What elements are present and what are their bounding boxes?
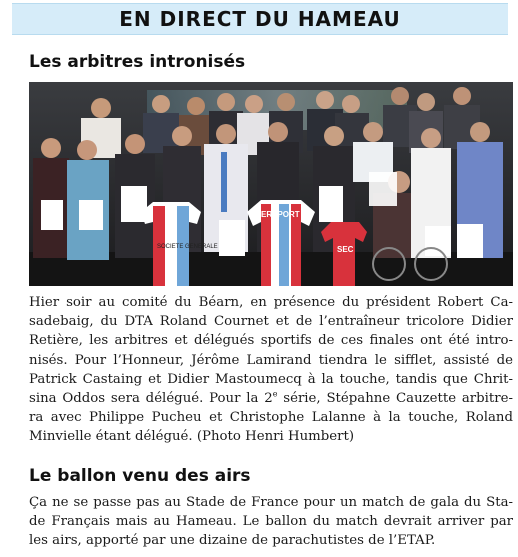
text-line: ra avec Philippe Pucheu et Christophe Lalanne à la touche, Roland xyxy=(29,410,513,426)
text-line: sadebaig, du DTA Roland Cournet et de l’entraîneur tricolore Didier xyxy=(29,314,513,330)
text-line: Hier soir au comité du Béarn, en présence du président Robert Ca- xyxy=(29,295,513,310)
text-line: de Français mais au Hameau. Le ballon du match devrait arriver par xyxy=(29,514,513,530)
jersey-sponsor-label: SEC xyxy=(337,245,354,254)
group-photo xyxy=(29,82,513,286)
text-fragment: sina Oddos sera délégué. Pour la 2 xyxy=(29,391,273,407)
superscript: e xyxy=(272,389,278,399)
text-line: Minvielle étant délégué. (Photo Henri Humbert) xyxy=(29,429,355,445)
text-line: Ça ne se passe pas au Stade de France pour un match de gala du Sta- xyxy=(29,495,513,510)
section-banner xyxy=(12,3,508,35)
jersey-right-label: ERSPORT xyxy=(261,210,300,219)
jersey-left-sponsor: SOCIETE GENERALE xyxy=(157,244,218,250)
text-line: nisés. Pour l’Honneur, Jérôme Lamirand tiendra le sifflet, assisté de xyxy=(29,352,513,368)
text-line: Patrick Castaing et Didier Mastoumecq à la touche, tandis que Chrit- xyxy=(29,371,513,387)
article-heading-arbitres: Les arbitres intronisés xyxy=(29,52,246,72)
section-title: EN DIRECT DU HAMEAU xyxy=(119,7,401,31)
text-fragment: série, Stépahne Cauzette arbitre- xyxy=(277,391,513,407)
article-heading-ballon: Le ballon venu des airs xyxy=(29,466,251,486)
text-line: les airs, apporté par une dizaine de parachutistes de l’ETAP. xyxy=(29,533,436,549)
article-body-ballon xyxy=(29,493,513,551)
text-line xyxy=(29,389,513,408)
text-line: Retière, les arbitres et délégués sportifs de ces finales ont été intro- xyxy=(29,333,513,349)
article-body-arbitres xyxy=(29,293,513,447)
